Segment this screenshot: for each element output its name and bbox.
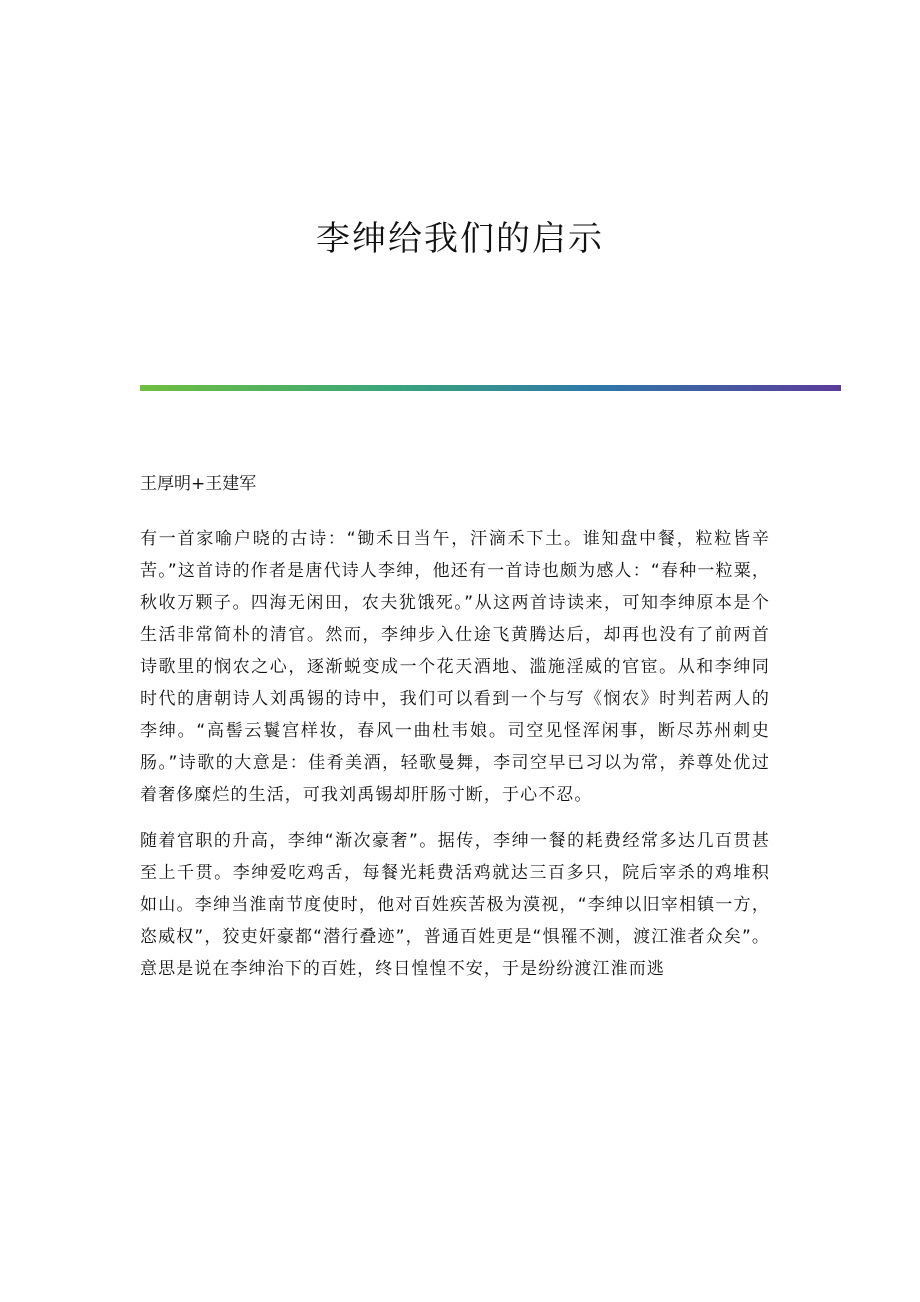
body-paragraph: 随着官职的升高，李绅“渐次豪奢”。据传，李绅一餐的耗费经常多达几百贯甚至上千贯。李绅爱吃鸡舌，每餐光耗费活鸡就达三百多只，院后宰杀的鸡堆积如山。李绅当淮南节度使时，他对百姓疾苦极为漠视，“李绅以旧宰相镇一方，恣威权”，狡吏奸豪都“潜行叠迹”，普通百姓更是“惧罹不测，渡江淮者众矣”。意思是说在李绅治下的百姓，终日惶惶不安，于是纷纷渡江淮而逃 bbox=[140, 831, 770, 979]
author-line: 王厚明+王建军 bbox=[140, 474, 257, 494]
body-paragraph: 有一首家喻户晓的古诗：“锄禾日当午，汗滴禾下土。谁知盘中餐，粒粒皆辛苦。”这首诗的作者是唐代诗人李绅，他还有一首诗也颇为感人：“春种一粒粟，秋收万颗子。四海无闲田，农夫犹饿死。”从这两首诗读来，可知李绅原本是个生活非常简朴的清官。然而，李绅步入仕途飞黄腾达后，却再也没有了前两首诗歌里的悯农之心，逐渐蜕变成一个花天酒地、滥施淫威的官宦。从和李绅同时代的唐朝诗人刘禹锡的诗中，我们可以看到一个与写《悯农》时判若两人的李绅。“高髻云鬟宫样妆，春风一曲杜韦娘。司空见怪浑闲事，断尽苏州刺史肠。”诗歌的大意是：佳肴美酒，轻歌曼舞，李司空早已习以为常，养尊处优过着奢侈糜烂的生活，可我刘禹锡却肝肠寸断，于心不忍。 bbox=[140, 529, 770, 805]
document-title: 李绅给我们的启示 bbox=[316, 219, 604, 259]
article-body bbox=[140, 523, 770, 985]
title-divider bbox=[140, 385, 841, 391]
